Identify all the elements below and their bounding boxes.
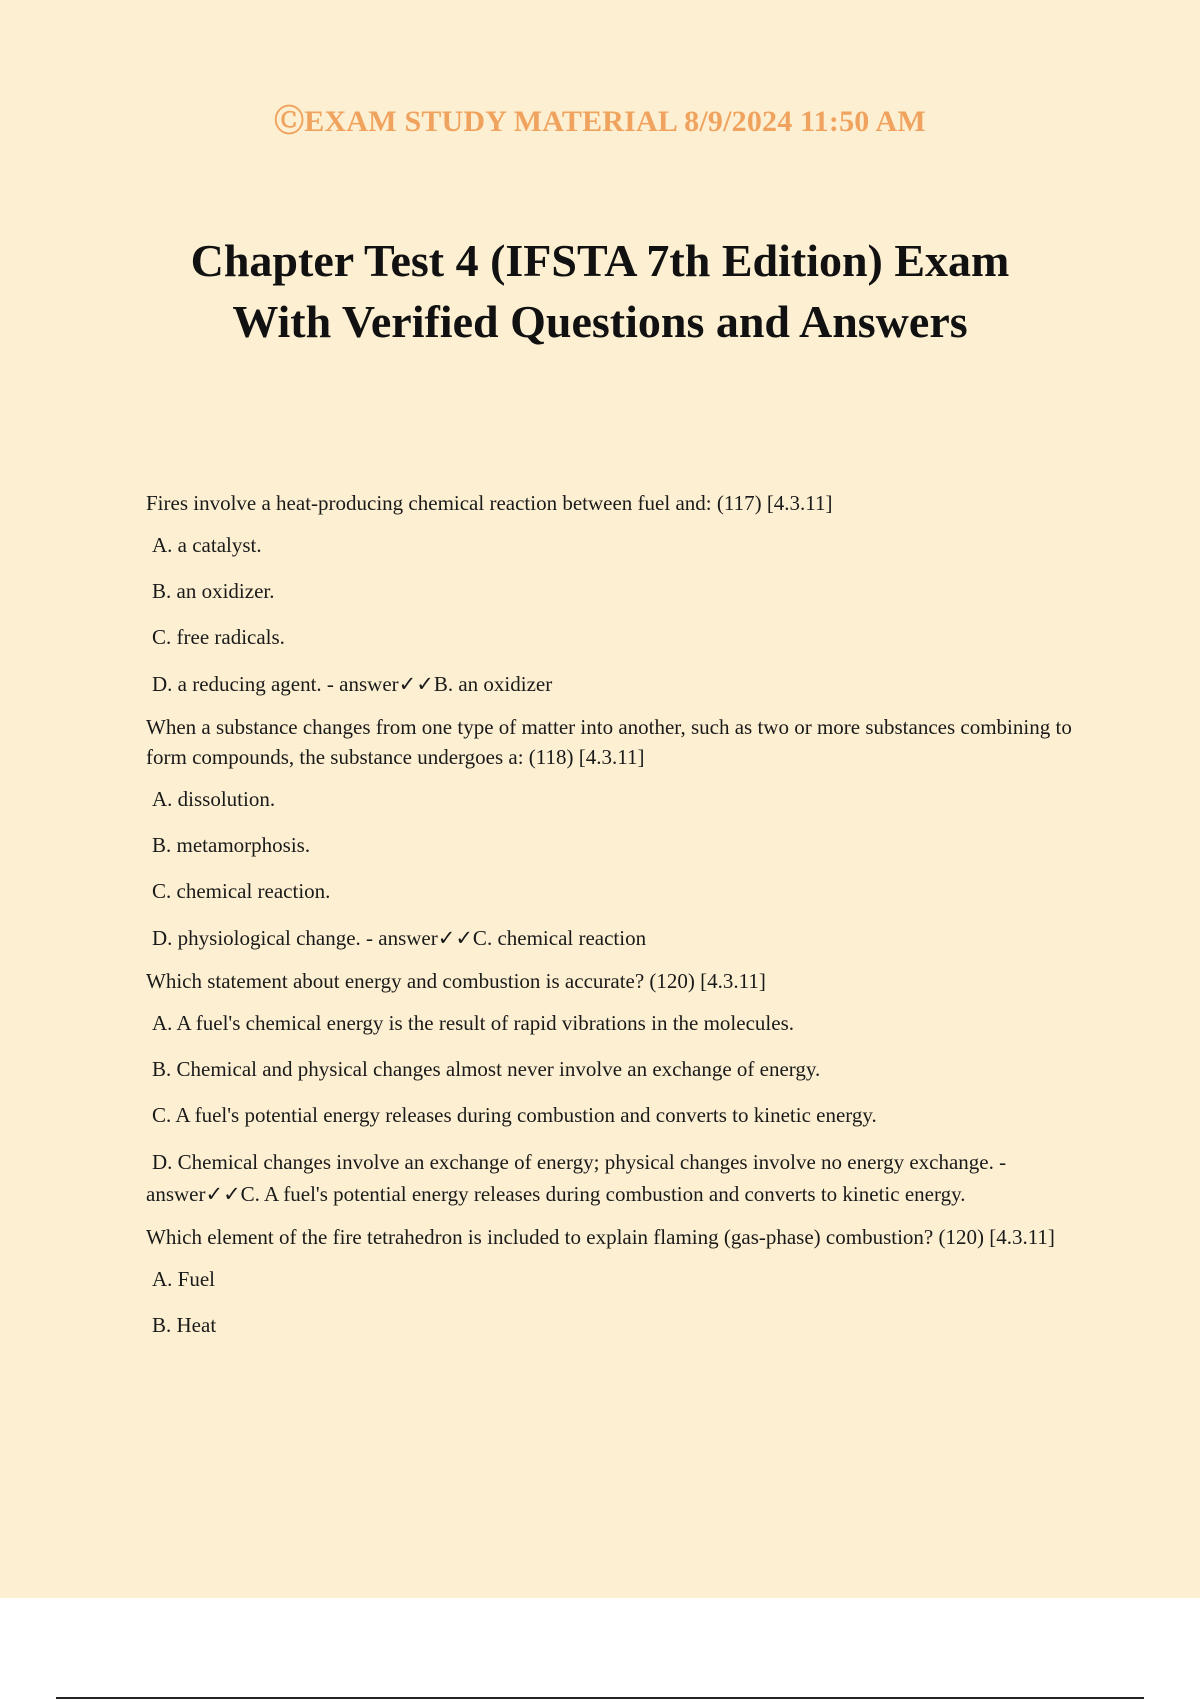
answer-option: A. A fuel's chemical energy is the result of rapid vibrations in the molecules.: [152, 1011, 794, 1035]
answer-option: C. free radicals.: [152, 625, 285, 649]
answer-option: A. a catalyst.: [152, 533, 262, 557]
answer-option-with-answer: D. physiological change. - answer✓✓C. chemical reaction: [152, 926, 647, 950]
watermark-header: ⒸEXAM STUDY MATERIAL 8/9/2024 11:50 AM: [274, 105, 926, 138]
answer-option: C. A fuel's potential energy releases during combustion and converts to kinetic energy.: [152, 1103, 877, 1127]
answer-option: B. an oxidizer.: [152, 579, 275, 603]
answer-option-with-answer: D. a reducing agent. - answer✓✓B. an oxidizer: [152, 672, 553, 696]
title-line-1: Chapter Test 4 (IFSTA 7th Edition) Exam: [190, 235, 1010, 286]
answer-option-with-answer: D. Chemical changes involve an exchange of energy; physical changes involve no energy exchange. - answer✓✓C. A fuel's potential energy releases during combustion and converts to kinetic energy.: [146, 1150, 1007, 1206]
answer-option: B. Heat: [152, 1313, 217, 1337]
answer-option: A. dissolution.: [152, 787, 276, 811]
question-list: [146, 488, 1081, 1356]
question-text: When a substance changes from one type of matter into another, such as two or more substances combining to form compounds, the substance undergoes a: (118) [4.3.11]: [146, 715, 1072, 769]
question-text: Fires involve a heat-producing chemical reaction between fuel and: (117) [4.3.11]: [146, 491, 833, 515]
question-text: Which element of the fire tetrahedron is included to explain flaming (gas-phase) combustion? (120) [4.3.11]: [146, 1225, 1055, 1249]
question-text: Which statement about energy and combustion is accurate? (120) [4.3.11]: [146, 969, 766, 993]
answer-option: B. Chemical and physical changes almost never involve an exchange of energy.: [152, 1057, 821, 1081]
title-line-2: With Verified Questions and Answers: [232, 296, 968, 347]
document-title: [0, 230, 1200, 352]
answer-option: B. metamorphosis.: [152, 833, 311, 857]
answer-option: C. chemical reaction.: [152, 879, 331, 903]
footer-divider: [56, 1697, 1144, 1699]
answer-option: A. Fuel: [152, 1267, 215, 1291]
